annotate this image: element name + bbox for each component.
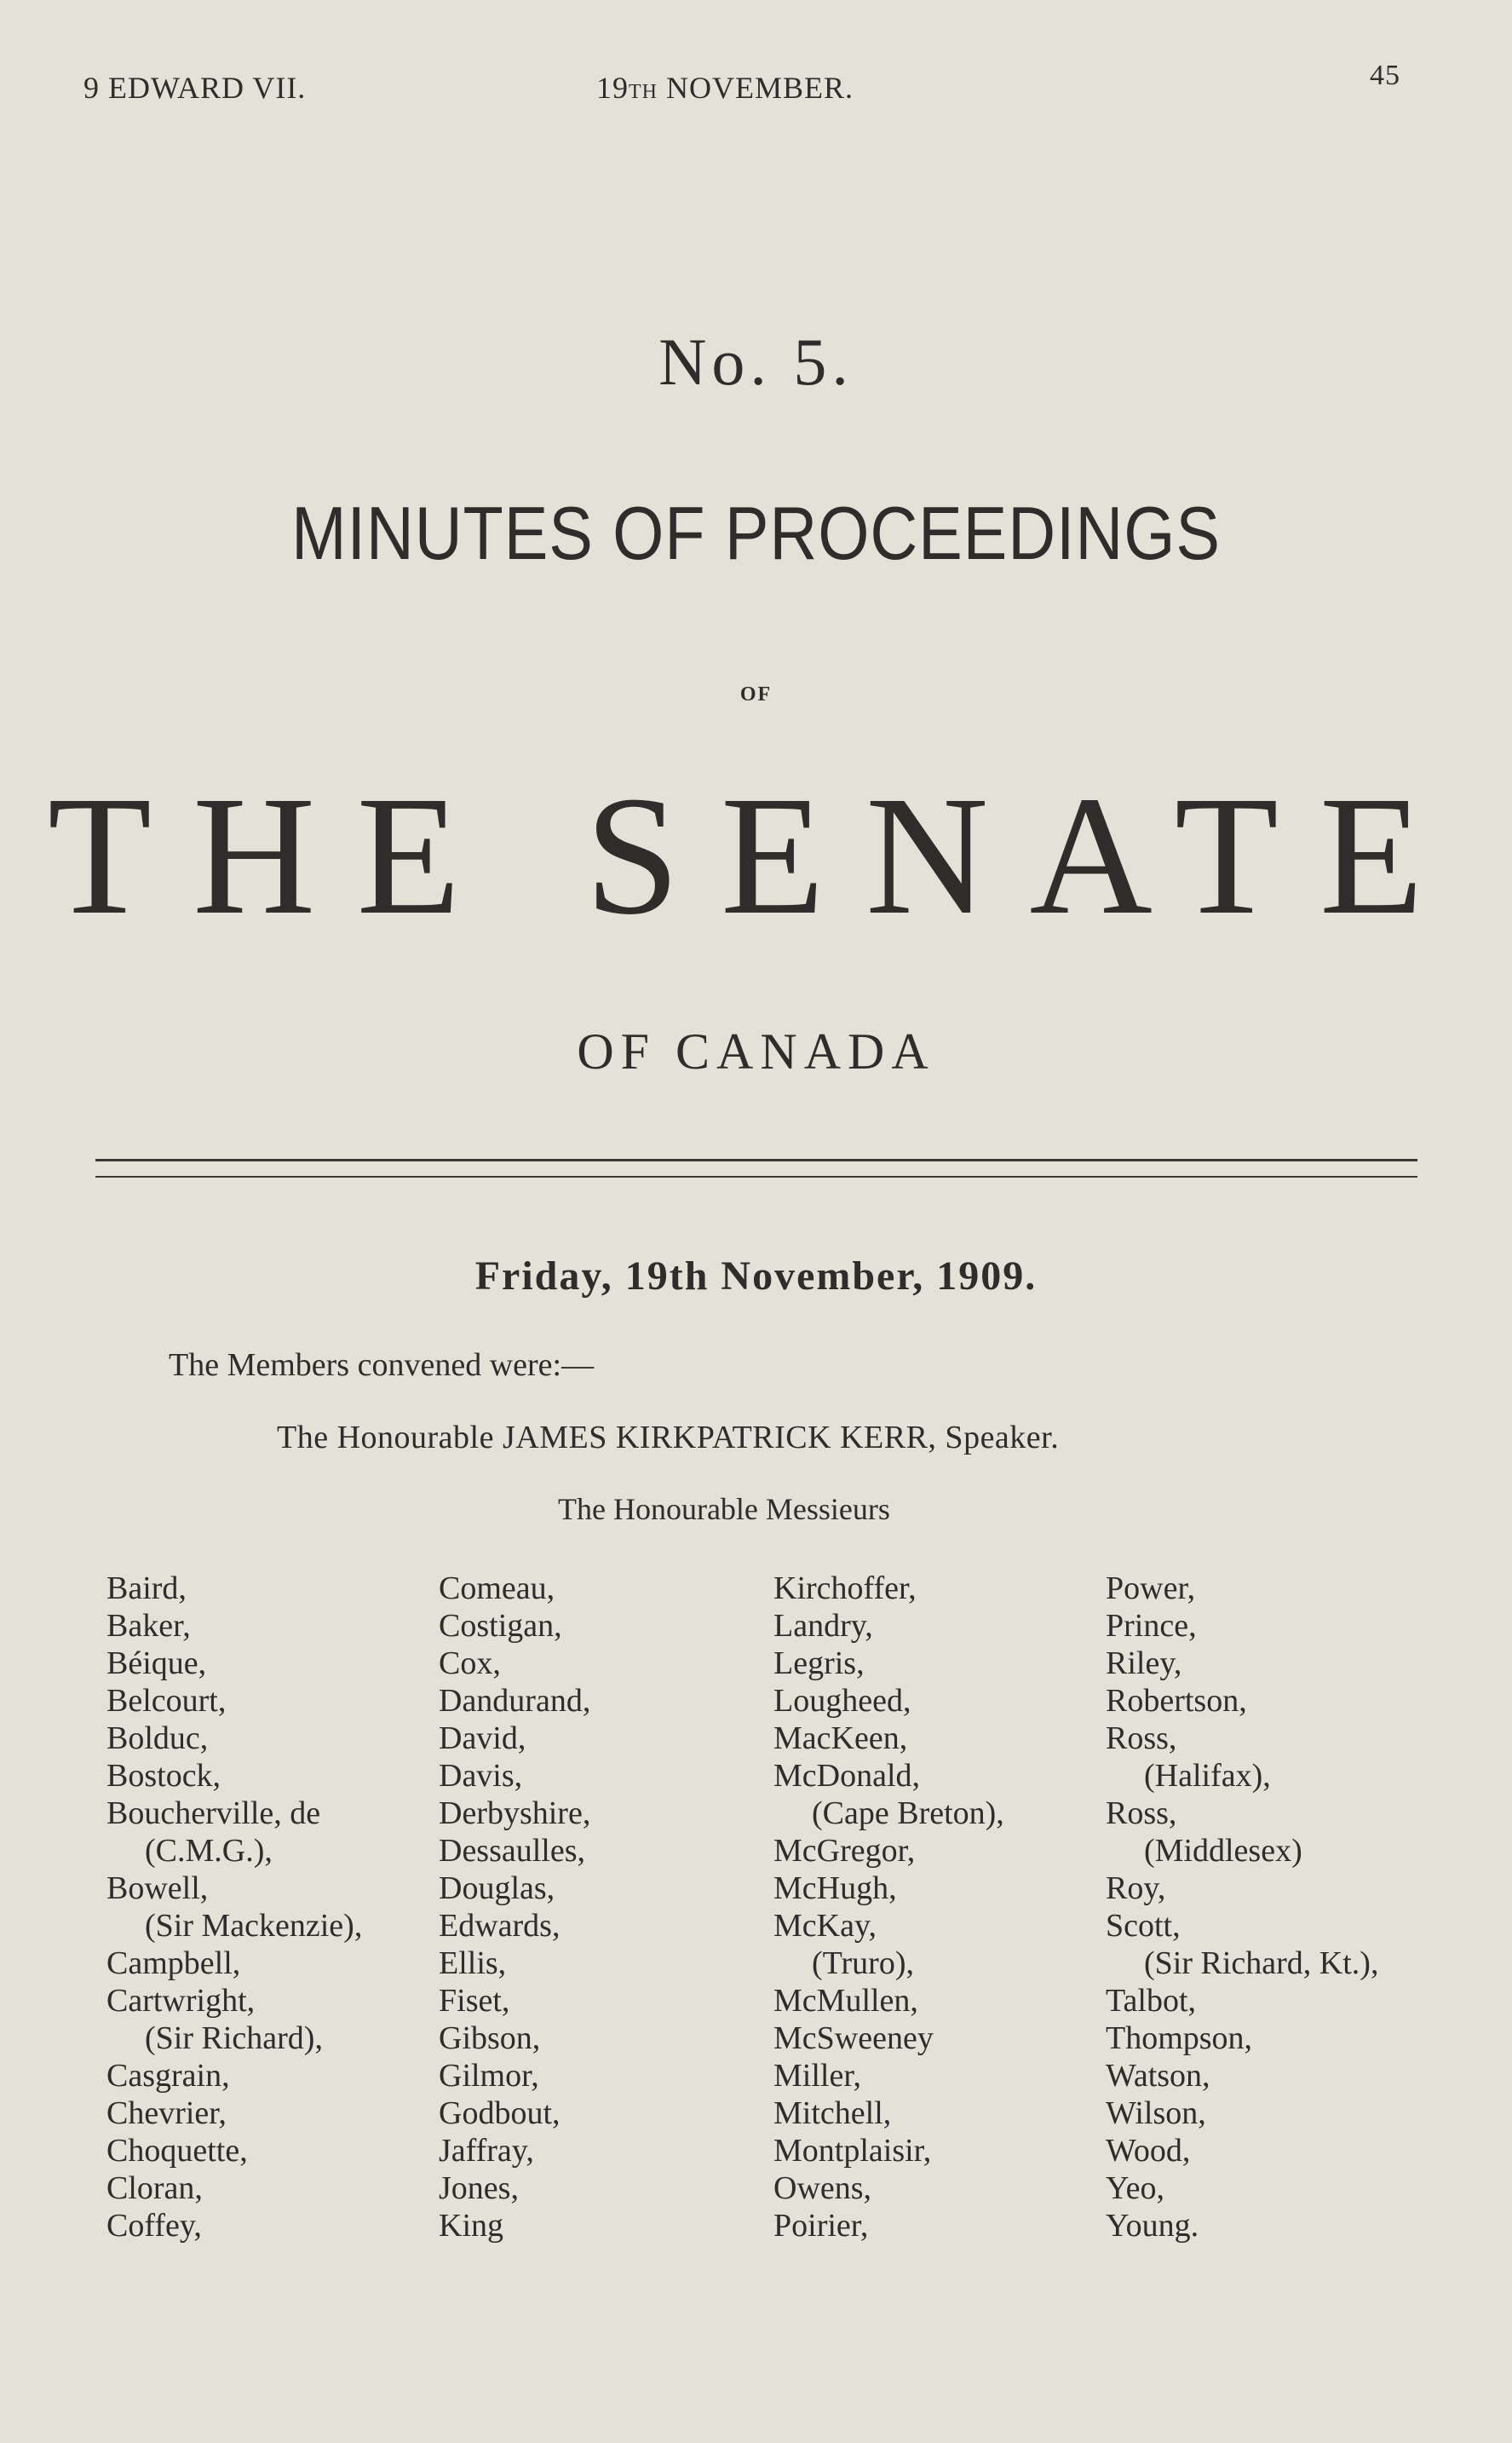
member-name: (Sir Richard), <box>145 2020 323 2056</box>
member-name: Dessaulles, <box>439 1833 586 1869</box>
running-header-left: 9 EDWARD VII. <box>83 71 307 105</box>
member-name: Bolduc, <box>106 1720 209 1756</box>
member-name: Miller, <box>773 2058 861 2094</box>
member-name: McDonald, <box>773 1758 921 1794</box>
members-column-4 <box>1106 1570 1378 2244</box>
members-column-3 <box>773 1570 1004 2244</box>
member-name: Cartwright, <box>106 1983 256 2019</box>
member-name: McHugh, <box>773 1870 897 1906</box>
member-name: (Cape Breton), <box>812 1795 1004 1831</box>
member-name: Cox, <box>439 1645 501 1681</box>
member-name: Jones, <box>439 2170 519 2206</box>
running-header-date <box>596 70 854 106</box>
member-name: McKay, <box>773 1908 877 1944</box>
member-name: Baker, <box>106 1608 191 1644</box>
members-column-1 <box>106 1570 362 2244</box>
member-name: (Sir Richard, Kt.), <box>1144 1945 1379 1981</box>
speaker-line: The Honourable JAMES KIRKPATRICK KERR, Speaker. <box>277 1420 1060 1455</box>
double-rule-top <box>95 1159 1417 1161</box>
member-name: Belcourt, <box>106 1683 227 1719</box>
title-of: OF <box>739 683 773 706</box>
member-name: Comeau, <box>439 1570 555 1606</box>
member-name: Mitchell, <box>773 2095 892 2131</box>
member-name: (Truro), <box>812 1945 914 1981</box>
double-rule-bottom <box>95 1176 1417 1178</box>
members-column-2 <box>439 1570 590 2244</box>
header-month: NOVEMBER. <box>666 71 854 105</box>
member-name: Edwards, <box>439 1908 561 1944</box>
member-name: Jaffray, <box>439 2133 534 2169</box>
member-name: Poirier, <box>773 2208 869 2244</box>
member-name: (Middlesex) <box>1144 1833 1302 1869</box>
member-name: Owens, <box>773 2170 872 2206</box>
member-name: Bostock, <box>106 1758 221 1794</box>
member-name: King <box>439 2208 503 2244</box>
member-name: (C.M.G.), <box>145 1833 273 1869</box>
member-name: Riley, <box>1106 1645 1182 1681</box>
member-name: Landry, <box>773 1608 873 1644</box>
title-of-canada: OF CANADA <box>577 1023 935 1080</box>
member-name: Kirchoffer, <box>773 1570 917 1606</box>
title-the-senate: THE SENATE <box>47 762 1465 950</box>
member-name: Legris, <box>773 1645 865 1681</box>
member-name: Douglas, <box>439 1870 555 1906</box>
member-name: Yeo, <box>1106 2170 1165 2206</box>
member-name: Scott, <box>1106 1908 1181 1944</box>
member-name: Gilmor, <box>439 2058 539 2094</box>
sitting-date: Friday, 19th November, 1909. <box>474 1253 1038 1299</box>
title-minutes: MINUTES OF PROCEEDINGS <box>291 491 1221 575</box>
document-number: No. 5. <box>658 325 854 399</box>
member-name: Béique, <box>106 1645 207 1681</box>
member-name: Casgrain, <box>106 2058 230 2094</box>
member-name: Thompson, <box>1106 2020 1253 2056</box>
member-name: Costigan, <box>439 1608 562 1644</box>
member-name: Roy, <box>1106 1870 1166 1906</box>
member-name: Gibson, <box>439 2020 541 2056</box>
members-convened-text: The Members convened were:— <box>169 1347 595 1383</box>
header-day: 19 <box>596 71 629 105</box>
member-name: Lougheed, <box>773 1683 911 1719</box>
member-name: Watson, <box>1106 2058 1210 2094</box>
header-day-suffix: TH <box>629 81 658 103</box>
member-name: (Sir Mackenzie), <box>145 1908 363 1944</box>
member-name: Fiset, <box>439 1983 510 2019</box>
member-name: David, <box>439 1720 526 1756</box>
member-name: Ross, <box>1106 1795 1177 1831</box>
member-name: MacKeen, <box>773 1720 908 1756</box>
member-name: Cloran, <box>106 2170 203 2206</box>
member-name: Montplaisir, <box>773 2133 932 2169</box>
member-name: Young. <box>1106 2208 1199 2244</box>
member-name: Coffey, <box>106 2208 202 2244</box>
member-name: Ellis, <box>439 1945 507 1981</box>
member-name: Godbout, <box>439 2095 561 2131</box>
member-name: Wilson, <box>1106 2095 1206 2131</box>
member-name: Wood, <box>1106 2133 1191 2169</box>
member-name: Campbell, <box>106 1945 241 1981</box>
member-name: Talbot, <box>1106 1983 1197 2019</box>
member-name: Prince, <box>1106 1608 1197 1644</box>
member-name: (Halifax), <box>1144 1758 1271 1794</box>
member-name: Dandurand, <box>439 1683 591 1719</box>
member-name: McGregor, <box>773 1833 916 1869</box>
member-name: Power, <box>1106 1570 1196 1606</box>
honourable-messieurs-heading: The Honourable Messieurs <box>558 1492 890 1526</box>
member-name: Chevrier, <box>106 2095 227 2131</box>
member-name: Robertson, <box>1106 1683 1247 1719</box>
member-name: McMullen, <box>773 1983 918 2019</box>
member-name: McSweeney <box>773 2020 934 2056</box>
member-name: Derbyshire, <box>439 1795 591 1831</box>
member-name: Davis, <box>439 1758 523 1794</box>
page-number: 45 <box>1370 60 1400 91</box>
member-name: Boucherville, de <box>106 1795 321 1831</box>
member-name: Baird, <box>106 1570 187 1606</box>
member-name: Ross, <box>1106 1720 1177 1756</box>
member-name: Bowell, <box>106 1870 209 1906</box>
member-name: Choquette, <box>106 2133 248 2169</box>
